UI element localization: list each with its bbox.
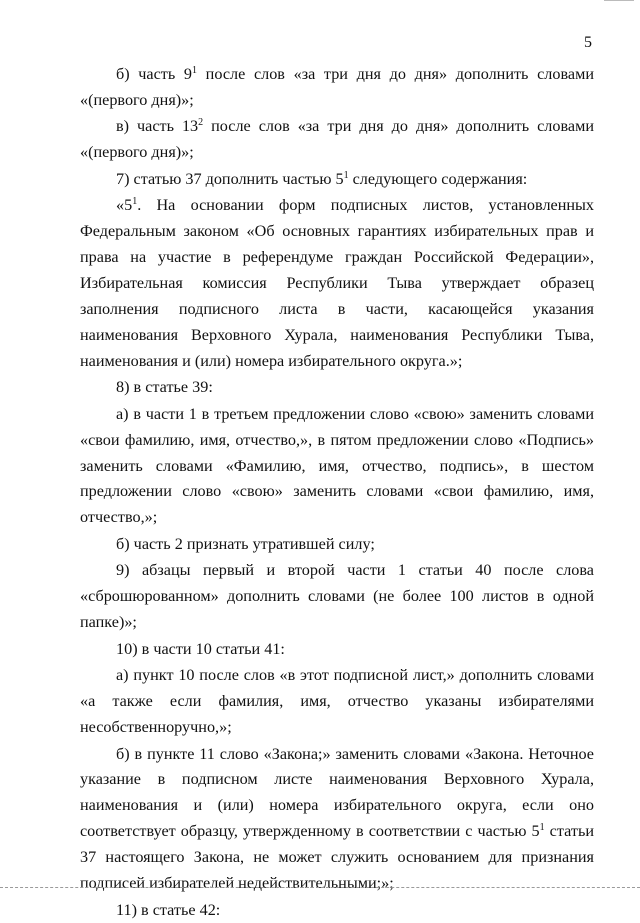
page-number: 5 bbox=[584, 34, 592, 51]
paragraph bbox=[80, 375, 594, 401]
paragraph-text: 11) в статье 42: bbox=[116, 900, 221, 919]
paragraph bbox=[80, 402, 594, 532]
paragraph bbox=[80, 167, 594, 193]
superscript-number: 1 bbox=[132, 196, 138, 208]
paragraph-text: 9) абзацы первый и второй части 1 статьи 40 после слова «сброшюрованном» дополнить словами (не более 100 листов в одной папке)»; bbox=[80, 561, 594, 632]
paragraph bbox=[80, 62, 594, 114]
paragraph-text: статьи 37 настоящего Закона, не может служить основанием для признания подписей избирателей недействительными;»; bbox=[80, 822, 594, 893]
paragraph bbox=[80, 898, 594, 923]
paragraph-text: после слов «за три дня до дня» дополнить словами «(первого дня)»; bbox=[80, 65, 594, 109]
paragraph-text: . На основании форм подписных листов, установленных Федеральным законом «Об основных гарантиях избирательных прав и права на участие в референдуме граждан Российской Федерации», Избирательная комиссия Республики Тыва утверждает образец заполнения подписного листа в части, касающейся указания наименования Верховного Хурала, наименования Республики Тыва, наименования и (или) номера избирательного округа.»; bbox=[80, 196, 594, 370]
paragraph-text: 8) в статье 39: bbox=[116, 378, 213, 397]
superscript-number: 1 bbox=[343, 169, 349, 181]
paragraph-text: б) часть 9 bbox=[116, 65, 193, 83]
paragraph bbox=[80, 558, 594, 636]
paragraph bbox=[80, 663, 594, 741]
paragraph-text: б) часть 2 признать утратившей силу; bbox=[116, 534, 375, 553]
scan-corner-mark bbox=[604, 0, 634, 1]
paragraph-text: следующего содержания: bbox=[348, 169, 528, 188]
superscript-number: 1 bbox=[192, 65, 198, 76]
paragraph-text: 10) в части 10 статьи 41: bbox=[116, 639, 285, 658]
paragraph-text: 7) статью 37 дополнить частью 5 bbox=[116, 169, 344, 188]
paragraph-text: а) пункт 10 после слов «в этот подписной лист,» дополнить словами «а также если фамилия, имя, отчество указаны избирателями несобственноручно,»; bbox=[80, 666, 594, 736]
paragraph bbox=[80, 637, 594, 663]
paragraph bbox=[80, 193, 594, 374]
superscript-number: 1 bbox=[539, 822, 545, 834]
paragraph-text: а) в части 1 в третьем предложении слово «свою» заменить словами «свои фамилию, имя, отчество,», в пятом предложении слово «Подпись» заменить словами «Фамилию, имя, отчество, подпись», в шестом предложении слово «свою» заменить словами «свои фамилию, имя, отчество,»; bbox=[80, 404, 594, 527]
scan-edge-line bbox=[0, 887, 640, 888]
paragraph-text: в) часть 13 bbox=[116, 117, 199, 136]
paragraph-text: «5 bbox=[116, 196, 133, 215]
paragraph bbox=[80, 742, 594, 897]
paragraph-text: после слов «за три дня до дня» дополнить словами «(первого дня)»; bbox=[80, 117, 594, 162]
document-body bbox=[80, 62, 594, 923]
paragraph-text: б) в пункте 11 слово «Закона;» заменить словами «Закона. Неточное указание в подписном листе наименования Верховного Хурала, наименования и (или) номера избирательного округа, если оно соответствует образцу, утвержденному в соответствии с частью 5 bbox=[80, 744, 594, 841]
superscript-number: 2 bbox=[198, 117, 204, 129]
paragraph bbox=[80, 114, 594, 166]
paragraph bbox=[80, 532, 594, 558]
